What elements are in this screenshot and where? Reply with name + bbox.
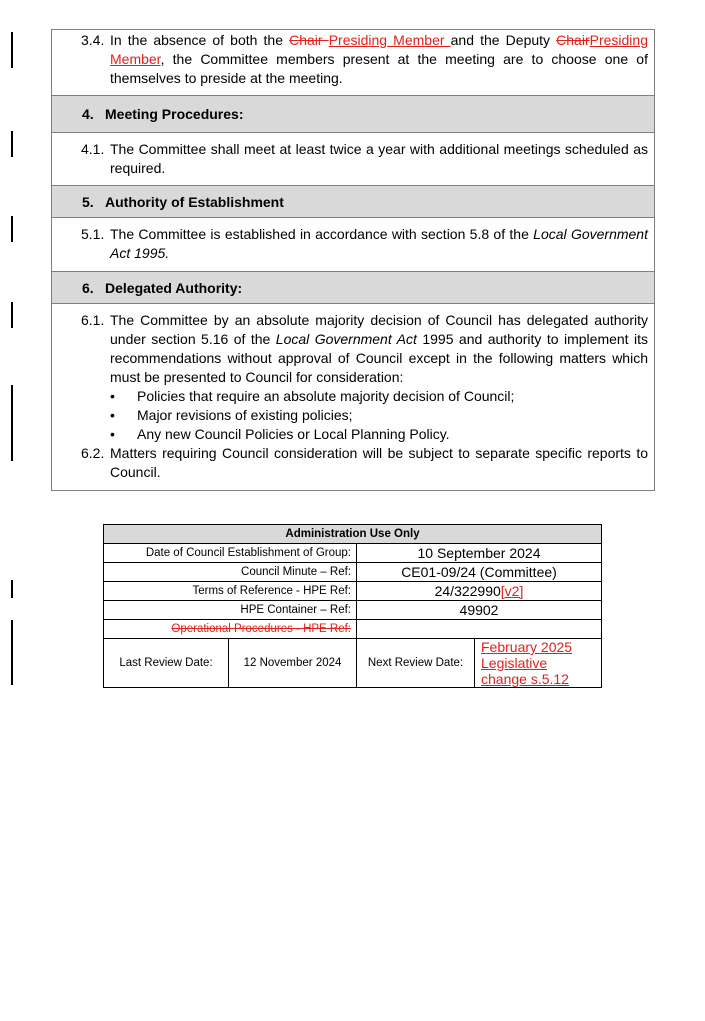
clause-text: In the absence of both the Chair Presiding Member and the Deputy ChairPresiding Member, the Committee members present at the meeting are to choose one of themselves to preside at the meeting. bbox=[110, 32, 648, 86]
next-review-label: Next Review Date: bbox=[357, 639, 475, 688]
admin-value: 24/322990[v2] bbox=[357, 582, 602, 601]
admin-title: Administration Use Only bbox=[104, 525, 602, 544]
bullet-icon: • bbox=[110, 407, 115, 423]
admin-label: Date of Council Establishment of Group: bbox=[104, 544, 357, 563]
clause-text: Matters requiring Council consideration will be subject to separate specific reports to Council. bbox=[110, 445, 648, 480]
admin-value: CE01-09/24 (Committee) bbox=[357, 563, 602, 582]
section-heading-4: 4. Meeting Procedures: bbox=[52, 96, 654, 133]
list-item: • Policies that require an absolute majority decision of Council; bbox=[81, 387, 648, 406]
admin-label: Council Minute – Ref: bbox=[104, 563, 357, 582]
clause-5-1: 5.1. The Committee is established in accordance with section 5.8 of the Local Government Act 1995. bbox=[52, 218, 654, 272]
section-title: Authority of Establishment bbox=[105, 193, 284, 210]
last-review-label: Last Review Date: bbox=[104, 639, 229, 688]
clause-6: 6.1. The Committee by an absolute majority decision of Council has delegated authority under section 5.16 of the Local Government Act 1995 and authority to implement its recommendations without approval of Council except in the following matters which must be presented to Council for consideration: • Policies that require an absolute majority decision of Council; • Major revisions of existing policies; • Any new Council Policies or Local Planning Policy. 6.2. Matters requiring Council consideration will be subject to separate specific reports to Council. bbox=[81, 312, 649, 480]
section-title: Delegated Authority: bbox=[105, 279, 243, 296]
change-bar bbox=[11, 32, 13, 68]
inserted-text: Presiding Member bbox=[110, 32, 648, 67]
bullet-list bbox=[81, 387, 648, 444]
next-review-value: February 2025 Legislative change s.5.12 bbox=[475, 639, 602, 688]
list-item: • Major revisions of existing policies; bbox=[81, 406, 648, 425]
clause-number: 3.4. bbox=[81, 32, 105, 48]
section-heading-6: 6. Delegated Authority: bbox=[52, 272, 654, 304]
inserted-text: [v2] bbox=[500, 583, 524, 599]
section-heading-5: 5. Authority of Establishment bbox=[52, 186, 654, 218]
admin-label: Terms of Reference - HPE Ref: bbox=[104, 582, 357, 601]
admin-label-deleted: Operational Procedures - HPE Ref: bbox=[104, 620, 357, 639]
change-bar bbox=[11, 302, 13, 328]
change-bar bbox=[11, 620, 13, 685]
admin-value bbox=[357, 620, 602, 639]
clause-3-4 bbox=[52, 30, 654, 96]
change-bar bbox=[11, 385, 13, 461]
bullet-icon: • bbox=[110, 388, 115, 404]
clause-text: The Committee by an absolute majority decision of Council has delegated authority under section 5.16 of the Local Government Act 1995 and authority to implement its recommendations without approval of Council except in the following matters which must be presented to Council for consideration: bbox=[110, 312, 649, 385]
inserted-text: Presiding Member bbox=[328, 32, 451, 48]
admin-table bbox=[103, 524, 602, 688]
change-bar bbox=[11, 216, 13, 242]
admin-label: HPE Container – Ref: bbox=[104, 601, 357, 620]
section-title: Meeting Procedures: bbox=[105, 106, 244, 122]
terms-table bbox=[51, 29, 655, 491]
clause-4-1: 4.1. The Committee shall meet at least twice a year with additional meetings scheduled as required. bbox=[52, 133, 654, 186]
admin-value: 10 September 2024 bbox=[357, 544, 602, 563]
clause-text: The Committee shall meet at least twice a year with additional meetings scheduled as required. bbox=[110, 141, 648, 176]
deleted-text: Chair bbox=[289, 32, 329, 48]
bullet-icon: • bbox=[110, 426, 115, 442]
last-review-value: 12 November 2024 bbox=[229, 639, 357, 688]
clause-text: The Committee is established in accordance with section 5.8 of the Local Government Act 1995. bbox=[110, 226, 648, 261]
list-item: • Any new Council Policies or Local Planning Policy. bbox=[81, 425, 648, 444]
admin-value: 49902 bbox=[357, 601, 602, 620]
change-bar bbox=[11, 580, 13, 598]
change-bar bbox=[11, 131, 13, 157]
deleted-text: Chair bbox=[556, 32, 590, 48]
